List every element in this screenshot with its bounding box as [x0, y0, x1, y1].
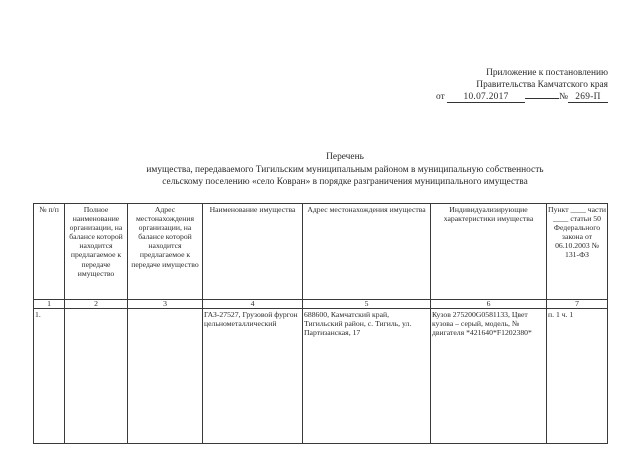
appendix-date-line [436, 91, 608, 103]
col-header-number: № п/п [34, 204, 65, 300]
decree-date: 10.07.2017 [447, 92, 525, 103]
col-number: 1 [34, 300, 65, 309]
number-prefix: № [559, 92, 568, 102]
table-header-row [34, 204, 608, 300]
col-number: 4 [203, 300, 303, 309]
col-header-property-address: Адрес местонахождения имущества [303, 204, 431, 300]
cell-number: 1. [34, 309, 65, 444]
col-header-org-name: Полное наименование организации, на балансе которой находится предлагаемое к передаче имущество [65, 204, 128, 300]
col-number: 6 [431, 300, 547, 309]
heading-line-1: имущества, передаваемого Тигильским муниципальным районом в муниципальную собственность [146, 164, 544, 175]
cell-characteristics: Кузов 275200G0581133, Цвет кузова – серый, модель, № двигателя *421640*F1202380* [431, 309, 547, 444]
heading-title: Перечень [326, 152, 364, 162]
appendix-line-2: Правительства Камчатского края [476, 80, 608, 90]
cell-org-name [65, 309, 128, 444]
document-heading [60, 151, 630, 189]
col-number: 2 [65, 300, 128, 309]
decree-number: 269-П [568, 92, 608, 103]
col-header-org-address: Адрес местонахождения организации, на балансе которой находится предлагаемое к передаче имущество [128, 204, 203, 300]
col-header-law-point: Пункт ____ части ____ статьи 50 Федерального закона от 06.10.2003 № 131-ФЗ [547, 204, 608, 300]
cell-law-point: п. 1 ч. 1 [547, 309, 608, 444]
heading-line-2: сельскому поселению «село Ковран» в порядке разграничения муниципального имущества [162, 177, 528, 187]
col-header-characteristics: Индивидуализирующие характеристики имущества [431, 204, 547, 300]
date-prefix: от [436, 92, 445, 102]
table-row [34, 309, 608, 444]
column-number-row [34, 300, 608, 309]
cell-org-address [128, 309, 203, 444]
col-number: 5 [303, 300, 431, 309]
appendix-block [436, 67, 608, 103]
cell-property-address: 688600, Камчатский край, Тигильский район, с. Тигиль, ул. Партизанская, 17 [303, 309, 431, 444]
col-number: 7 [547, 300, 608, 309]
col-header-property-name: Наименование имущества [203, 204, 303, 300]
date-underline [525, 98, 559, 99]
cell-property-name: ГАЗ-27527, Грузовой фургон цельнометаллический [203, 309, 303, 444]
col-number: 3 [128, 300, 203, 309]
property-table [33, 203, 608, 444]
appendix-line-1: Приложение к постановлению [486, 68, 608, 78]
